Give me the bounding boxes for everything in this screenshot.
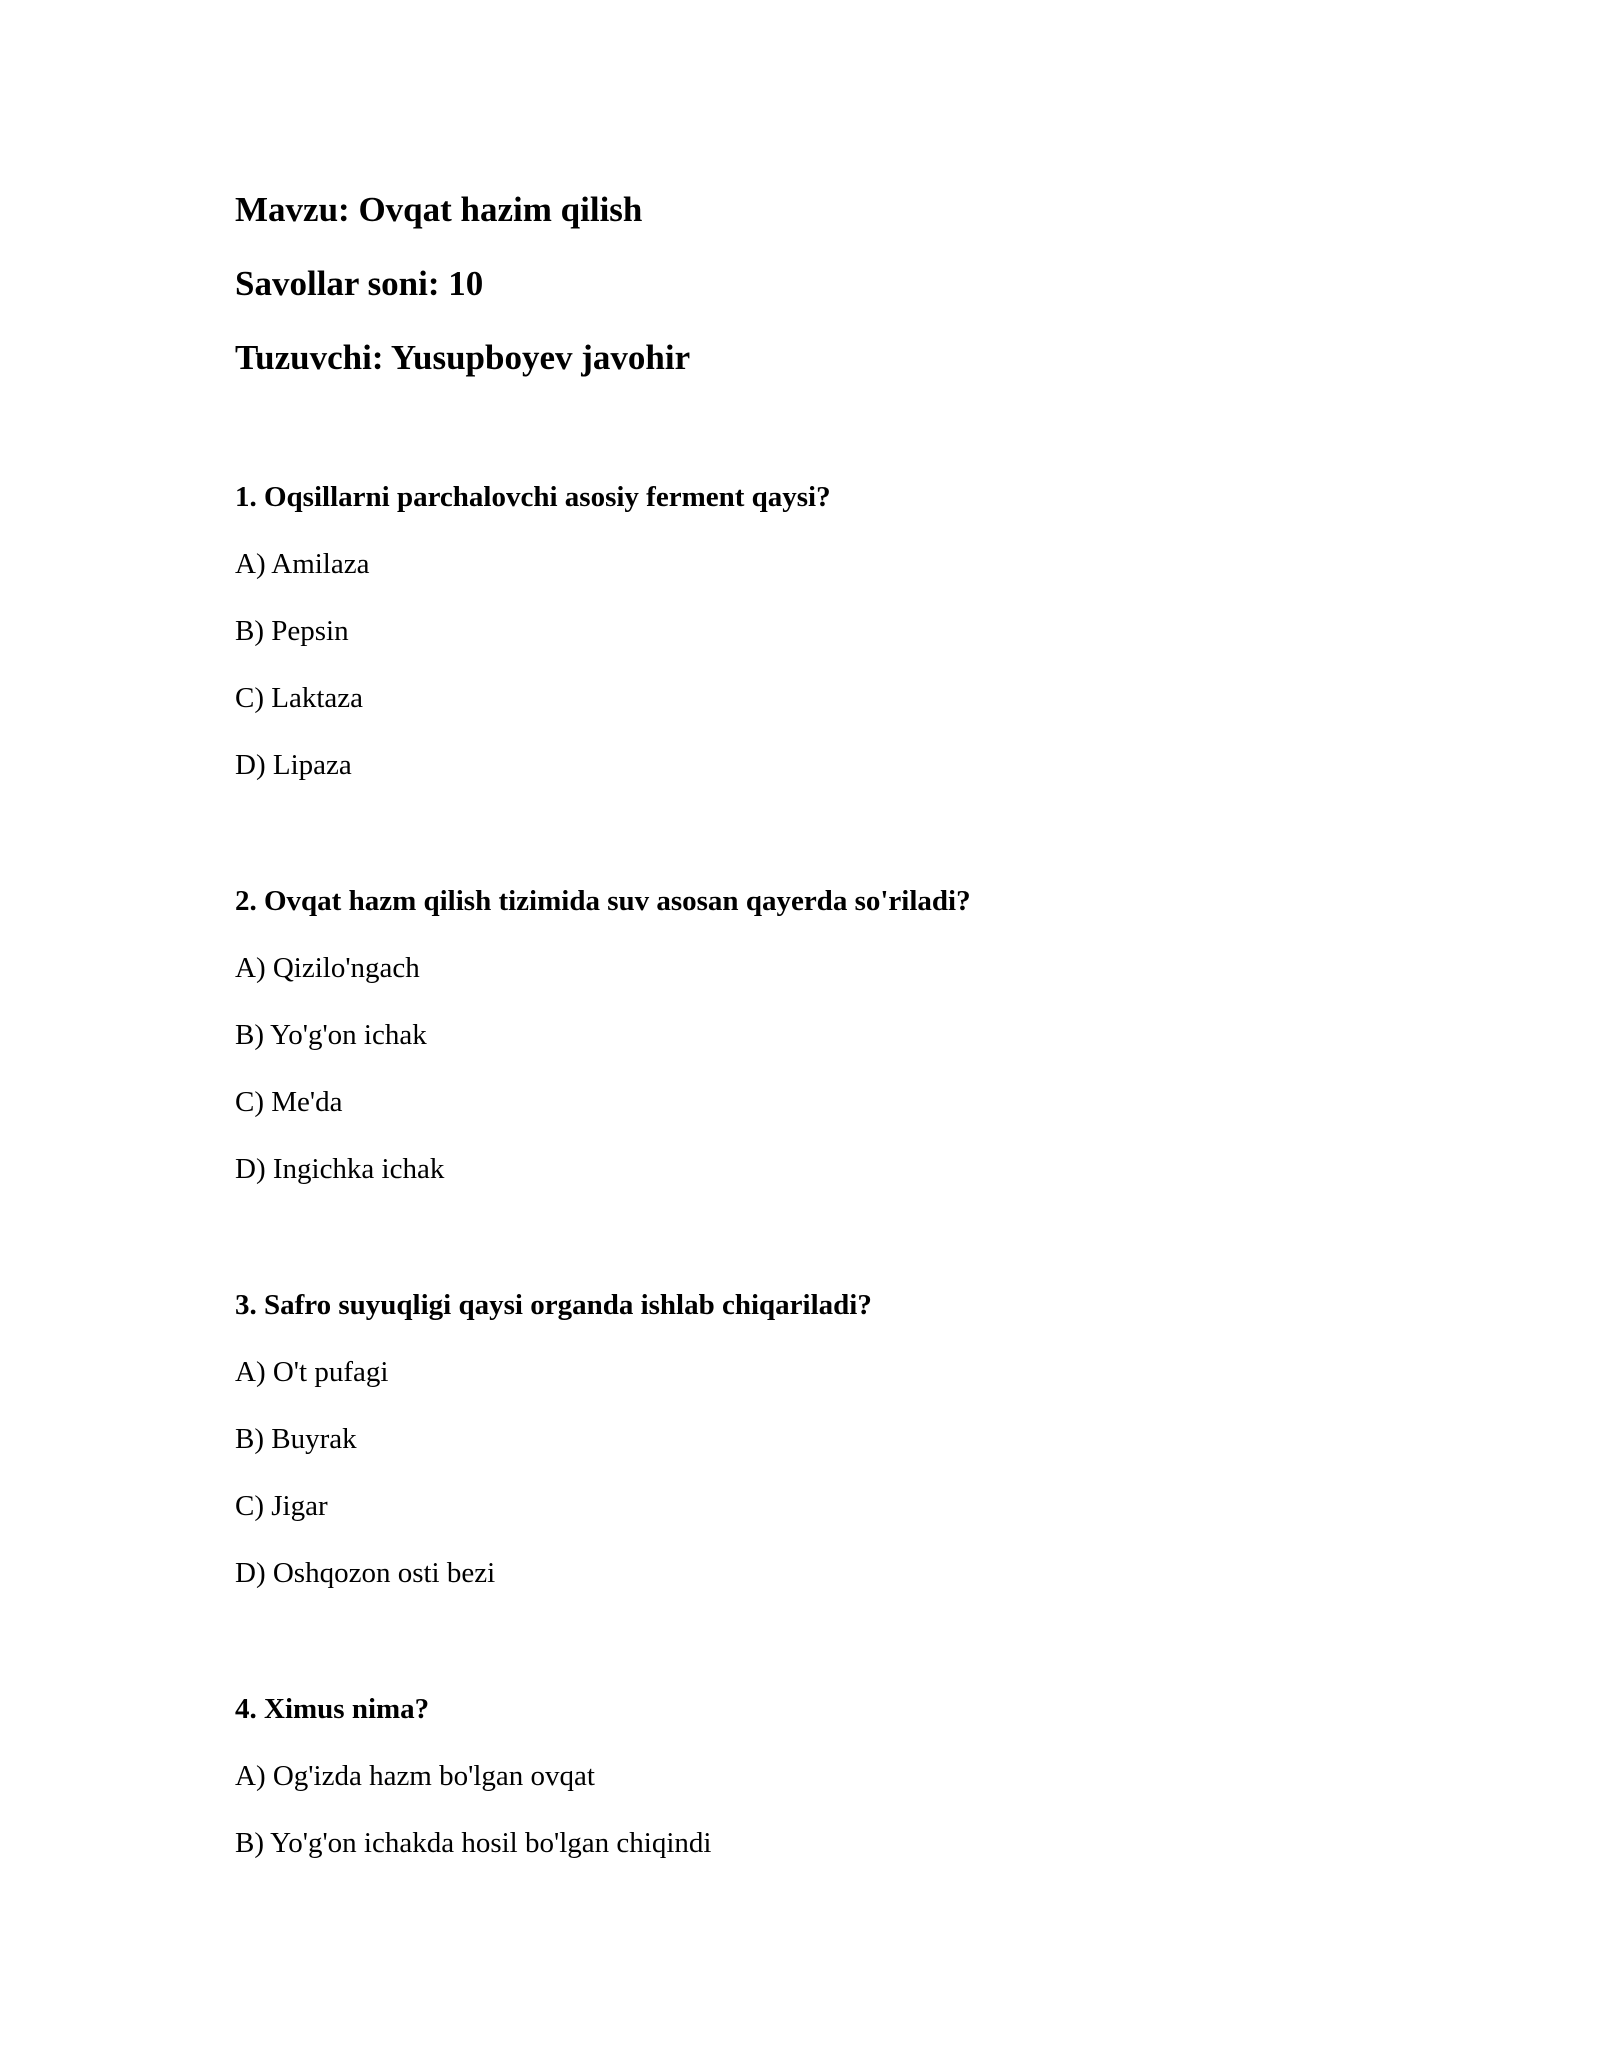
- question-1-option-a: A) Amilaza: [235, 548, 370, 580]
- topic-title: Mavzu: Ovqat hazim qilish: [235, 190, 643, 229]
- question-count: Savollar soni: 10: [235, 264, 484, 303]
- question-2-option-d: D) Ingichka ichak: [235, 1153, 445, 1185]
- question-3: 3. Safro suyuqligi qaysi organda ishlab chiqariladi?: [235, 1289, 872, 1321]
- question-1-option-b: B) Pepsin: [235, 615, 349, 647]
- question-2: 2. Ovqat hazm qilish tizimida suv asosan qayerda so'riladi?: [235, 885, 971, 917]
- question-3-option-a: A) O't pufagi: [235, 1356, 389, 1388]
- question-2-option-a: A) Qizilo'ngach: [235, 952, 420, 984]
- question-3-option-b: B) Buyrak: [235, 1423, 357, 1455]
- question-1-option-c: C) Laktaza: [235, 682, 364, 714]
- question-4: 4. Ximus nima?: [235, 1693, 430, 1725]
- question-4-option-a: A) Og'izda hazm bo'lgan ovqat: [235, 1760, 595, 1792]
- author-line: Tuzuvchi: Yusupboyev javohir: [235, 338, 691, 377]
- question-2-option-c: C) Me'da: [235, 1086, 343, 1118]
- question-3-option-d: D) Oshqozon osti bezi: [235, 1557, 496, 1589]
- question-2-option-b: B) Yo'g'on ichak: [235, 1019, 427, 1051]
- question-4-option-b: B) Yo'g'on ichakda hosil bo'lgan chiqindi: [235, 1827, 712, 1859]
- question-1: 1. Oqsillarni parchalovchi asosiy ferment qaysi?: [235, 481, 831, 513]
- question-1-option-d: D) Lipaza: [235, 749, 352, 781]
- question-3-option-c: C) Jigar: [235, 1490, 328, 1522]
